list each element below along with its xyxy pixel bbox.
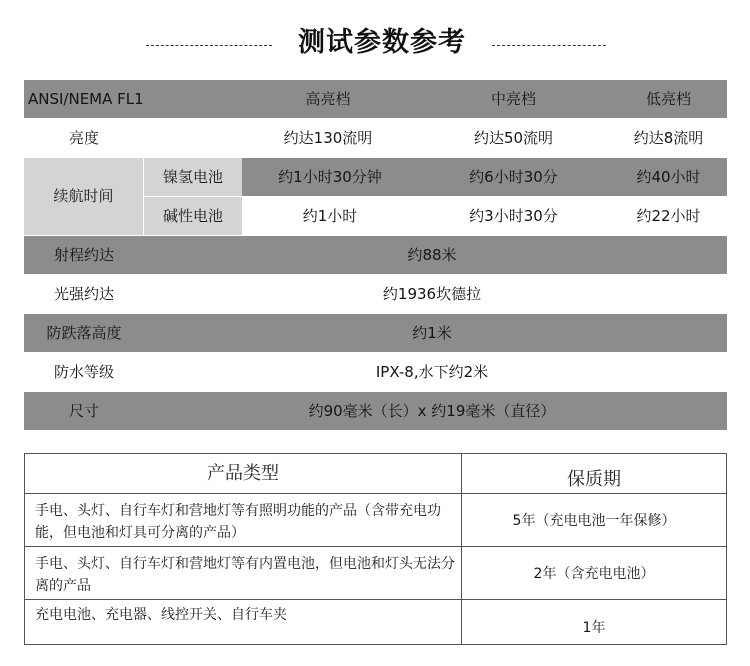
runtime-alkaline-row xyxy=(144,197,727,235)
spec-table xyxy=(24,80,727,431)
waterproof-label: 防水等级 xyxy=(53,363,114,381)
impact-row xyxy=(24,314,727,352)
runtime-label: 续航时间 xyxy=(24,158,143,235)
intensity-value: 约1936坎德拉 xyxy=(382,285,482,303)
alkaline-high: 约1小时 xyxy=(302,207,358,225)
title-divider-left xyxy=(146,45,272,46)
nimh-low: 约40小时 xyxy=(636,168,701,186)
warranty-period: 2年（含充电电池） xyxy=(533,566,655,582)
warranty-table xyxy=(24,453,727,645)
size-row xyxy=(24,392,727,430)
nimh-mid: 约6小时30分 xyxy=(469,168,558,186)
title-divider-right xyxy=(492,45,606,46)
waterproof-row xyxy=(24,353,727,391)
brightness-label: 亮度 xyxy=(68,129,99,147)
range-value: 约88米 xyxy=(407,246,457,264)
brightness-mid: 约达50流明 xyxy=(473,129,554,147)
brightness-high: 约达130流明 xyxy=(283,129,373,147)
warranty-row xyxy=(25,547,726,600)
alkaline-low: 约22小时 xyxy=(636,207,701,225)
impact-value: 约1米 xyxy=(412,324,452,342)
runtime-nimh-row xyxy=(144,158,727,196)
runtime-block xyxy=(24,158,727,235)
nimh-high: 约1小时30分钟 xyxy=(278,168,382,186)
range-row xyxy=(24,236,727,274)
size-label: 尺寸 xyxy=(68,402,99,420)
range-label: 射程约达 xyxy=(53,246,114,264)
warranty-type-header: 产品类型 xyxy=(207,463,279,484)
warranty-type: 手电、头灯、自行车灯和营地灯等有照明功能的产品（含带充电功能，但电池和灯具可分离的产品） xyxy=(35,503,441,541)
warranty-period: 1年 xyxy=(582,620,606,636)
title-area xyxy=(0,20,750,64)
warranty-header-row xyxy=(25,454,726,494)
warranty-period: 5年（充电电池一年保修） xyxy=(512,513,676,529)
warranty-period-header: 保质期 xyxy=(567,469,621,490)
warranty-type: 充电电池、充电器、线控开关、自行车夹 xyxy=(35,607,287,623)
impact-label: 防跌落高度 xyxy=(46,324,122,342)
waterproof-value: IPX-8,水下约2米 xyxy=(375,363,489,381)
header-low: 低亮档 xyxy=(645,90,691,108)
alkaline-label: 碱性电池 xyxy=(144,197,242,235)
warranty-row xyxy=(25,600,726,644)
page-title: 测试参数参考 xyxy=(298,27,466,58)
standard-label: ANSI/NEMA FL1 xyxy=(28,90,144,108)
intensity-label: 光强约达 xyxy=(53,285,114,303)
nimh-label: 镍氢电池 xyxy=(144,158,242,196)
warranty-type: 手电、头灯、自行车灯和营地灯等有内置电池，但电池和灯头无法分离的产品 xyxy=(35,556,455,594)
brightness-row xyxy=(24,119,727,157)
brightness-low: 约达8流明 xyxy=(633,129,704,147)
alkaline-mid: 约3小时30分 xyxy=(469,207,558,225)
warranty-row xyxy=(25,494,726,547)
header-high: 高亮档 xyxy=(305,90,351,108)
header-mid: 中亮档 xyxy=(490,90,536,108)
size-value: 约90毫米（长）x 约19毫米（直径） xyxy=(308,402,556,420)
intensity-row xyxy=(24,275,727,313)
spec-header-row xyxy=(24,80,727,118)
